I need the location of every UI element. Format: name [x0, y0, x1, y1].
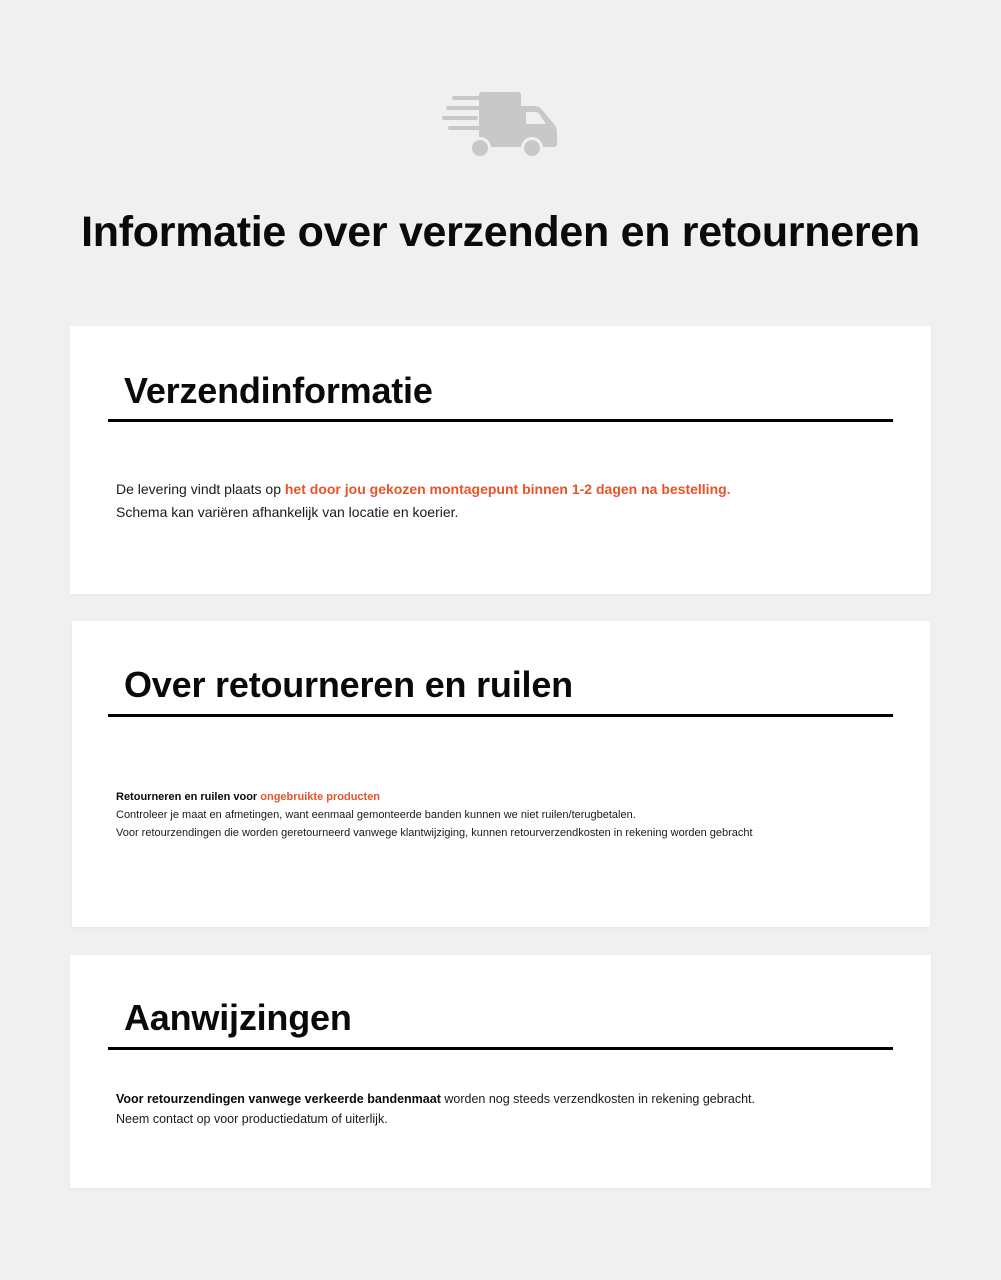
instructions-line-1 [116, 1089, 755, 1109]
shipping-line-2: Schema kan variëren afhankelijk van locatie en koerier. [116, 504, 459, 520]
returns-line-3: Voor retourzendingen die worden geretourneerd vanwege klantwijziging, kunnen retourverzendkosten in rekening worden gebracht [116, 827, 753, 839]
heading-divider [108, 1047, 893, 1050]
returns-text [116, 788, 753, 842]
instructions-card [70, 955, 931, 1188]
instructions-line-1-rest: worden nog steeds verzendkosten in rekening gebracht. [440, 1092, 755, 1106]
shipping-info-card [70, 326, 931, 594]
shipping-info-text [116, 478, 731, 524]
shipping-line-1-prefix: De levering vindt plaats op [116, 481, 285, 497]
returns-card [72, 621, 930, 927]
heading-divider [108, 419, 893, 422]
page-title: Informatie over verzenden en retourneren [81, 208, 920, 256]
returns-line-1-bold: Retourneren en ruilen voor [116, 791, 261, 803]
returns-heading: Over retourneren en ruilen [124, 664, 573, 705]
heading-divider [108, 714, 893, 717]
returns-highlight: ongebruikte producten [260, 791, 381, 803]
delivery-truck-icon [442, 92, 558, 160]
returns-line-1 [116, 788, 753, 806]
instructions-text [116, 1089, 755, 1129]
shipping-line-1 [116, 478, 731, 501]
returns-line-2: Controleer je maat en afmetingen, want eenmaal gemonteerde banden kunnen we niet ruilen/terugbetalen. [116, 809, 636, 821]
shipping-info-heading: Verzendinformatie [124, 370, 433, 411]
shipping-highlight: het door jou gekozen montagepunt binnen 1-2 dagen na bestelling. [284, 481, 731, 497]
instructions-line-2: Neem contact op voor productiedatum of uiterlijk. [116, 1112, 388, 1126]
instructions-heading: Aanwijzingen [124, 997, 352, 1038]
instructions-line-1-bold: Voor retourzendingen vanwege verkeerde bandenmaat [116, 1092, 441, 1106]
